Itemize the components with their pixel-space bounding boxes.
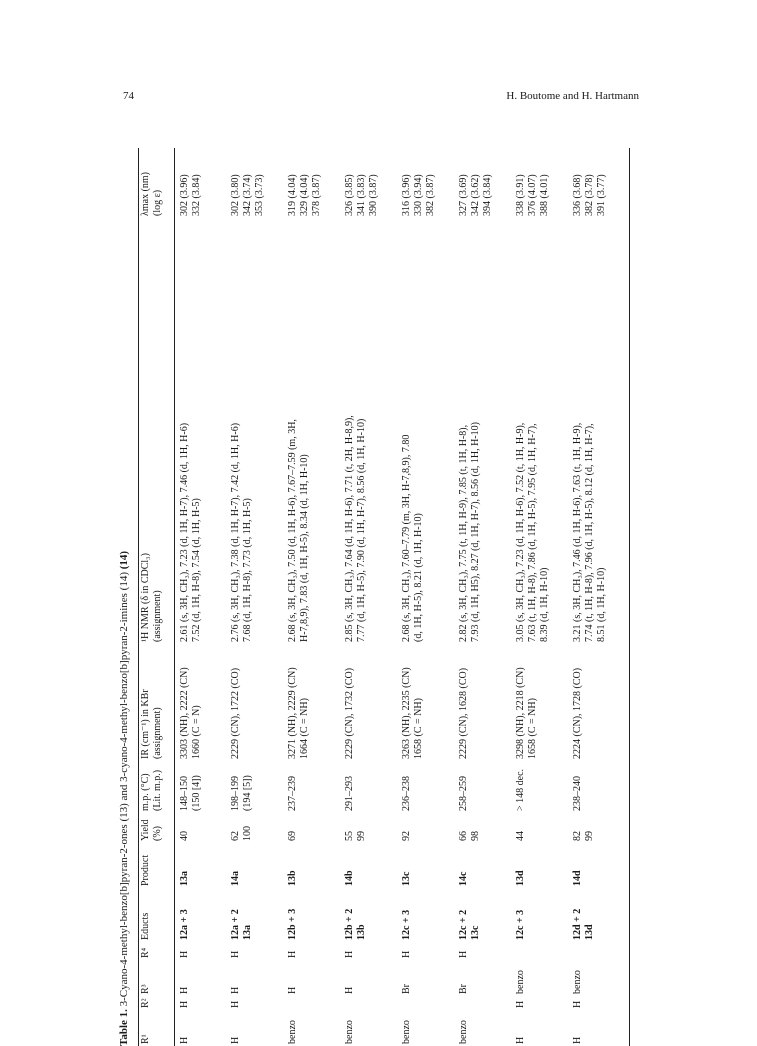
cell-r3-line: Br [458,984,469,994]
cell-nmr-line: 7.77 (d, 1H, H-5), 7.90 (d, 1H, H-7), 8.56 (d, 1H, H-10) [356,418,367,642]
cell-educts-line: 13d [584,924,595,940]
cell-yield-line: 44 [515,831,526,841]
cell-nmr-line: 8.51 (d, 1H, H-10) [596,567,607,642]
cell-nmr-line: 7.93 (d, 1H, H5), 8.27 (d, 1H, H-7), 8.56 (d, 1H, H-10) [470,422,481,642]
cell-educts [344,888,401,942]
cell-educts [458,888,515,942]
header-uv [140,148,173,218]
cell-r3-line: benzo [515,970,526,994]
header-nmr [140,218,173,644]
cell-mp-line: > 148 dec. [515,768,526,811]
cell-yield-line: 66 [458,831,469,841]
cell-r3-line: H [230,986,241,994]
cell-educts-line: 13a [242,925,253,940]
cell-uv-line: 388 (4.01) [539,174,550,216]
cell-uv [287,148,344,218]
cell-r2-line: H [515,1000,526,1008]
cell-uv-line: 332 (3.84) [191,174,202,216]
cell-r3 [572,960,629,996]
cell-nmr-line: 7.52 (d, 1H, H-8), 7.54 (d, 1H, H-5) [191,498,202,642]
cell-product [344,843,401,888]
cell-yield-line: 99 [584,831,595,841]
cell-mp [401,761,458,813]
cell-r2 [287,996,344,1010]
cell-product-line: 13c [401,871,412,886]
cell-educts [401,888,458,942]
cell-mp [344,761,401,813]
header-nmr-line1: ¹H NMR (δ in CDCl₃) [140,553,151,642]
cell-uv-line: 391 (3.77) [596,174,607,216]
cell-r3-line: H [287,986,298,994]
cell-mp-line: 237–239 [287,776,298,811]
cell-ir [230,644,287,761]
table-header-row [140,148,173,1046]
cell-mp [458,761,515,813]
cell-educts-line: 12c + 3 [515,909,526,940]
cell-uv [344,148,401,218]
cell-educts [230,888,287,942]
data-table [140,148,629,1046]
cell-educts-line: 12c + 2 [458,909,469,940]
cell-mp [173,761,230,813]
cell-r2 [401,996,458,1010]
cell-r4-line: H [287,950,298,958]
cell-ir [401,644,458,761]
cell-uv-line: 302 (3.96) [179,174,190,216]
cell-r3-line: H [344,986,355,994]
cell-ir-line: 3263 (NH), 2235 (CN) [401,667,412,759]
cell-yield [515,813,572,843]
cell-mp-line: 258–259 [458,776,469,811]
header-uv-line1: λmax (nm) [140,171,151,216]
header-yield [140,813,173,843]
cell-ir-line: 2224 (CN), 1728 (CO) [572,667,583,759]
cell-r2 [515,996,572,1010]
cell-r2 [344,996,401,1010]
cell-mp [287,761,344,813]
cell-nmr-line: 3.05 (s, 3H, CH₃), 7.23 (d, 1H, H-6), 7.52 (t, 1H, H-9), [515,422,526,642]
cell-product-line: 14d [572,870,583,886]
cell-r4 [458,942,515,960]
cell-r3 [230,960,287,996]
header-r3: R³ [140,984,151,994]
cell-r3-line: Br [401,984,412,994]
cell-nmr-line: 2.61 (s, 3H, CH₃), 7.23 (d, 1H, H-7), 7.46 (d, 1H, H-6) [179,422,190,642]
cell-yield-line: 69 [287,831,298,841]
cell-r4-line: H [458,950,469,958]
cell-nmr-line: 2.68 (s, 3H, CH₃), 7.60–7.79 (m, 3H, H-7,8,9), 7.80 [401,434,412,642]
cell-r4 [173,942,230,960]
cell-uv-line: 376 (4.07) [527,174,538,216]
cell-educts-line: 12c + 3 [401,909,412,940]
cell-mp-line: 238–240 [572,776,583,811]
cell-nmr-line: 2.85 (s, 3H, CH₃), 7.64 (d, 1H, H-6), 7.71 (t, 2H, H-8,9), [344,415,355,642]
cell-educts-line: 13c [470,925,481,940]
cell-r2 [458,996,515,1010]
cell-nmr-line: 2.76 (s, 3H, CH₃), 7.38 (d, 1H, H-7), 7.42 (d, 1H, H-6) [230,422,241,642]
cell-uv [572,148,629,218]
table-row [173,148,230,1046]
cell-product [515,843,572,888]
cell-r4 [515,942,572,960]
cell-ir-line: 1658 (C = NH) [527,698,538,759]
header-ir-line2: (assignment) [152,707,163,759]
table-row [230,148,287,1046]
cell-mp [572,761,629,813]
cell-r1-line: benzo [287,1020,298,1044]
cell-mp-line: 148–150 [179,776,190,811]
cell-nmr-line: 2.68 (s, 3H, CH₃), 7.50 (d, 1H, H-6), 7.67–7.59 (m, 3H, [287,419,298,642]
cell-uv-line: 390 (3.87) [368,174,379,216]
cell-nmr-line: 7.74 (t, 1H, H-8), 7.96 (d, 1H, H-5), 8.12 (d, 1H, H-7), [584,423,595,642]
cell-uv [401,148,458,218]
running-header-authors: H. Boutome and H. Hartmann [506,90,639,102]
cell-educts [572,888,629,942]
cell-yield [458,813,515,843]
header-nmr-line2: (assignment) [152,590,163,642]
cell-product-line: 13a [179,871,190,886]
cell-educts-line: 12a + 3 [179,909,190,940]
cell-ir-line: 2229 (CN), 1732 (CO) [344,667,355,759]
cell-r3-line: H [179,986,190,994]
cell-r1 [230,1010,287,1046]
cell-r3 [458,960,515,996]
cell-educts [515,888,572,942]
cell-r3 [173,960,230,996]
cell-r1-line: H [572,1036,583,1044]
cell-ir-line: 2229 (CN), 1722 (CO) [230,667,241,759]
cell-ir-line: 3303 (NH), 2222 (CN) [179,667,190,759]
table-row [458,148,515,1046]
cell-ir-line: 1660 (C = N) [191,705,202,759]
cell-product-line: 13d [515,870,526,886]
cell-product-line: 14b [344,870,355,886]
rotated-table-container [118,148,638,1046]
cell-r3-line: benzo [572,970,583,994]
cell-ir-line: 3271 (NH), 2229 (CN) [287,667,298,759]
cell-nmr-line: 3.21 (s, 3H, CH₃), 7.46 (d, 1H, H-6), 7.63 (t, 1H, H-9), [572,422,583,642]
cell-nmr-line: (d, 1H, H-5), 8.21 (d, 1H, H-10) [413,513,424,642]
cell-yield-line: 98 [470,831,481,841]
cell-r4-line: H [230,950,241,958]
cell-ir-line: 1658 (C = NH) [413,698,424,759]
header-r1: R¹ [140,1034,151,1044]
cell-yield [401,813,458,843]
table-caption-text: 3-Cyano-4-methyl-benzo[b]pyran-2-ones (13) and 3-cyano-4-methyl-benzo[b]pyran-2-imines (14) [118,572,130,1007]
header-educts: Educts [140,912,151,940]
cell-r4 [401,942,458,960]
cell-r1 [401,1010,458,1046]
header-yield-line2: (%) [152,826,163,841]
cell-nmr [173,218,230,644]
header-product: Product [140,854,151,886]
cell-r1-line: H [179,1036,190,1044]
header-r2: R² [140,998,151,1008]
cell-r4-line: H [179,950,190,958]
table-row [515,148,572,1046]
cell-r1-line: H [230,1036,241,1044]
cell-r1 [515,1010,572,1046]
header-r4: R⁴ [140,947,151,958]
cell-r4 [287,942,344,960]
cell-r1 [287,1010,344,1046]
cell-educts-line: 12b + 2 [344,908,355,940]
cell-uv-line: 341 (3.83) [356,174,367,216]
cell-r2-line: H [572,1000,583,1008]
header-ir [140,644,173,761]
cell-uv-line: 382 (3.87) [425,174,436,216]
header-ir-line1: IR (cm⁻¹) in KBr [140,689,151,759]
cell-yield [572,813,629,843]
table-caption-compound: (14) [118,550,130,570]
cell-uv-line: 329 (4.04) [299,174,310,216]
cell-r4-line: H [401,950,412,958]
table-caption [118,551,130,1046]
cell-uv-line: 319 (4.04) [287,174,298,216]
cell-educts-line: 12d + 2 [572,908,583,940]
cell-yield-line: 99 [356,831,367,841]
cell-r1 [173,1010,230,1046]
cell-yield-line: 55 [344,831,355,841]
table-row [287,148,344,1046]
cell-nmr-line: 7.68 (d, 1H, H-8), 7.73 (d, 1H, H-5) [242,498,253,642]
cell-educts [287,888,344,942]
cell-yield-line: 100 [242,826,253,841]
cell-yield [230,813,287,843]
cell-product [572,843,629,888]
cell-mp-line: (194 [5]) [242,775,253,811]
cell-uv-line: 353 (3.73) [254,174,265,216]
table-caption-label: Table 1. [118,1009,130,1046]
table-top-rule [138,148,139,1046]
cell-uv-line: 378 (3.87) [311,174,322,216]
cell-uv-line: 394 (3.84) [482,174,493,216]
cell-uv-line: 327 (3.69) [458,174,469,216]
cell-r1-line: benzo [344,1020,355,1044]
cell-r2-line: H [230,1000,241,1008]
cell-product [401,843,458,888]
cell-yield-line: 82 [572,831,583,841]
cell-product [458,843,515,888]
cell-ir-line: 3298 (NH), 2218 (CN) [515,667,526,759]
cell-nmr [458,218,515,644]
cell-uv-line: 338 (3.91) [515,174,526,216]
header-mp [140,761,173,813]
cell-product [230,843,287,888]
header-yield-line1: Yield [140,819,151,841]
cell-educts [173,888,230,942]
table-row [344,148,401,1046]
cell-yield-line: 40 [179,831,190,841]
cell-yield [173,813,230,843]
cell-ir [458,644,515,761]
cell-r1-line: benzo [458,1020,469,1044]
cell-r3 [344,960,401,996]
table-row [401,148,458,1046]
cell-yield [287,813,344,843]
cell-r3 [515,960,572,996]
cell-uv-line: 336 (3.68) [572,174,583,216]
cell-product-line: 14a [230,871,241,886]
header-uv-line2: (log ε) [152,189,163,216]
cell-mp [230,761,287,813]
cell-r1 [572,1010,629,1046]
cell-product [287,843,344,888]
cell-r2-line: H [179,1000,190,1008]
cell-yield [344,813,401,843]
header-mp-line2: (Lit. m.p.) [152,769,163,811]
cell-uv-line: 326 (3.85) [344,174,355,216]
cell-uv-line: 342 (3.62) [470,174,481,216]
cell-mp-line: 198–199 [230,776,241,811]
cell-educts-line: 12a + 2 [230,909,241,940]
cell-r4 [344,942,401,960]
cell-ir [287,644,344,761]
cell-r1-line: benzo [401,1020,412,1044]
cell-yield-line: 62 [230,831,241,841]
cell-uv-line: 382 (3.78) [584,174,595,216]
cell-uv [230,148,287,218]
cell-ir [515,644,572,761]
cell-r2 [230,996,287,1010]
cell-r4 [572,942,629,960]
cell-yield-line: 92 [401,831,412,841]
cell-r3 [287,960,344,996]
cell-mp-line: (150 [4]) [191,775,202,811]
cell-product [173,843,230,888]
cell-nmr [572,218,629,644]
cell-uv-line: 302 (3.80) [230,174,241,216]
cell-nmr [401,218,458,644]
cell-nmr-line: H-7,8,9), 7.83 (d, 1H, H-5), 8.34 (d, 1H, H-10) [299,454,310,642]
cell-educts-line: 12b + 3 [287,908,298,940]
cell-r4 [230,942,287,960]
cell-uv-line: 330 (3.94) [413,174,424,216]
cell-mp [515,761,572,813]
cell-r1 [344,1010,401,1046]
page-number: 74 [123,90,134,102]
cell-uv [173,148,230,218]
cell-nmr-line: 8.39 (d, 1H, H-10) [539,567,550,642]
cell-r2 [572,996,629,1010]
cell-r1 [458,1010,515,1046]
cell-uv [515,148,572,218]
cell-ir-line: 1664 (C = NH) [299,698,310,759]
cell-product-line: 13b [287,870,298,886]
cell-nmr [515,218,572,644]
cell-mp-line: 236–238 [401,776,412,811]
cell-ir [344,644,401,761]
header-mp-line1: m.p. (°C) [140,773,151,811]
cell-uv [458,148,515,218]
cell-uv-line: 342 (3.74) [242,174,253,216]
cell-ir-line: 2229 (CN), 1628 (CO) [458,667,469,759]
cell-educts-line: 13b [356,924,367,940]
cell-nmr-line: 2.82 (s, 3H, CH₃), 7.75 (t, 1H, H-9), 7.85 (t, 1H, H-8), [458,424,469,642]
cell-nmr [230,218,287,644]
cell-mp-line: 291–293 [344,776,355,811]
cell-ir [173,644,230,761]
cell-nmr [344,218,401,644]
cell-r2 [173,996,230,1010]
cell-product-line: 14c [458,871,469,886]
table-row [572,148,629,1046]
cell-ir [572,644,629,761]
cell-nmr [287,218,344,644]
cell-uv-line: 316 (3.96) [401,174,412,216]
cell-nmr-line: 7.63 (t, 1H, H-8), 7.86 (d, 1H, H-5), 7.95 (d, 1H, H-7), [527,423,538,642]
cell-r1-line: H [515,1036,526,1044]
cell-r4-line: H [344,950,355,958]
cell-r3 [401,960,458,996]
table-bottom-rule [629,148,630,1046]
